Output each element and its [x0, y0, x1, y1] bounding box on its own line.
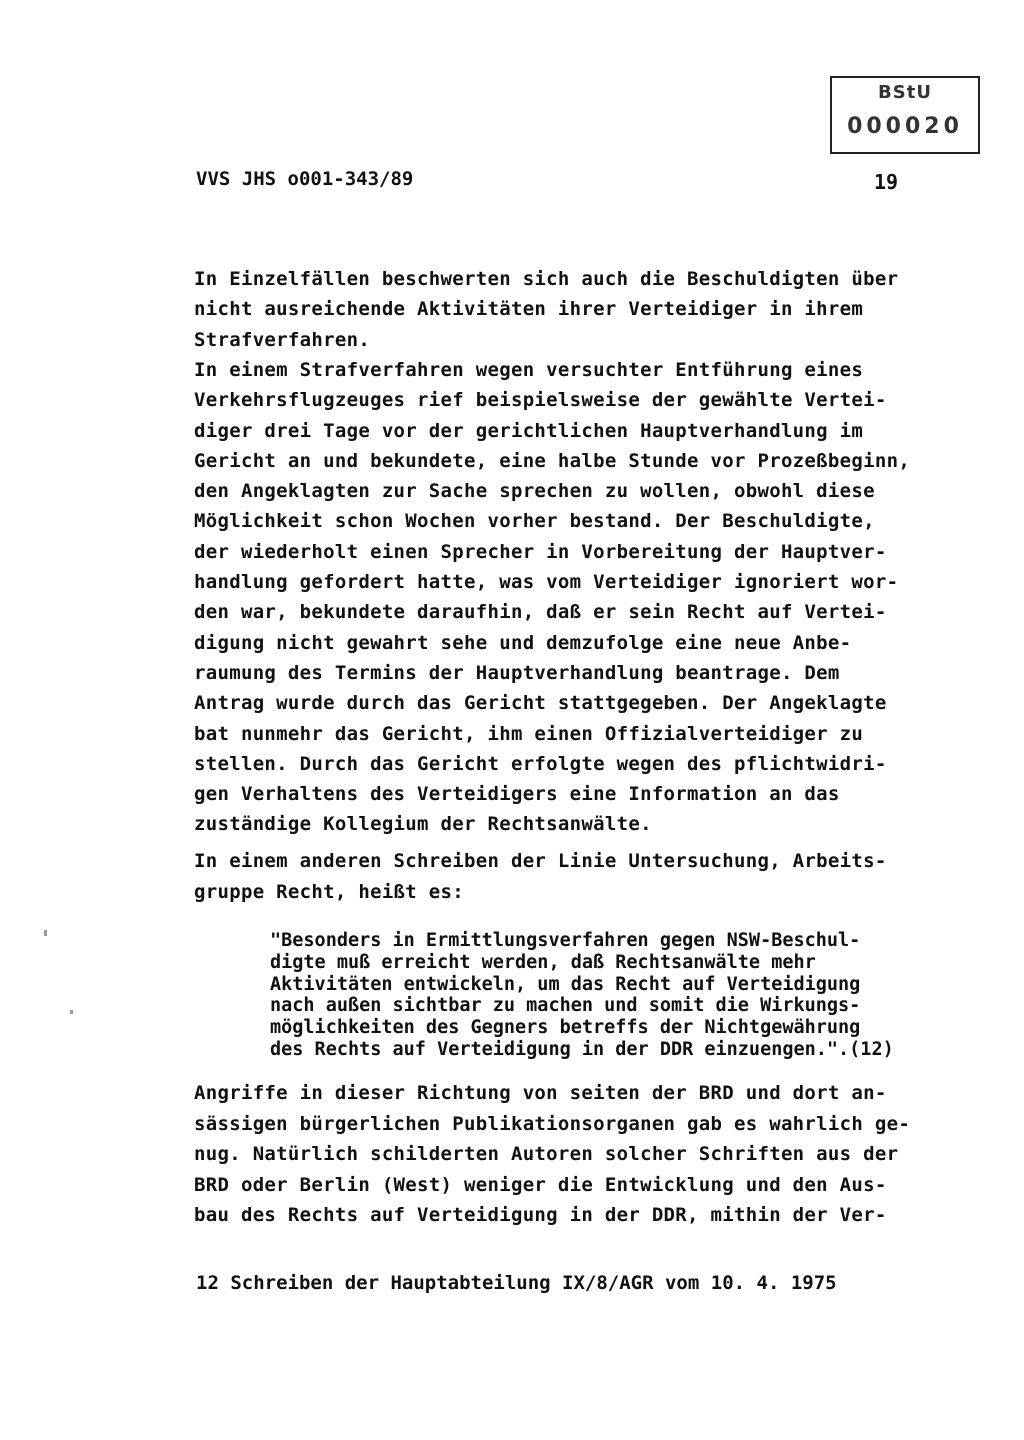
footnote: 12 Schreiben der Hauptabteilung IX/8/AGR vom 10. 4. 1975: [196, 1272, 837, 1294]
text-line: Verkehrsflugzeuges rief beispielsweise der gewählte Vertei-: [194, 389, 887, 412]
quote-line: nach außen sichtbar zu machen und somit die Wirkungs-: [270, 995, 861, 1017]
text-line: raumung des Termins der Hauptverhandlung beantrage. Dem: [194, 661, 840, 684]
stamp-number: 000020: [847, 114, 963, 139]
text-line: In einem Strafverfahren wegen versuchter Entführung eines: [194, 358, 864, 381]
page-number: 19: [874, 170, 899, 194]
quote-line: digte muß erreicht werden, daß Rechtsanwälte mehr: [270, 951, 816, 973]
text-line: den war, bekundete daraufhin, daß er sein Recht auf Vertei-: [194, 601, 887, 624]
scan-speck: [44, 930, 47, 936]
quote-line: des Rechts auf Verteidigung in der DDR einzuengen.".(12): [270, 1039, 894, 1060]
text-line: bat nunmehr das Gericht, ihm einen Offizialverteidiger zu: [194, 722, 864, 745]
scan-speck: [70, 1010, 73, 1014]
text-line: bau des Rechts auf Verteidigung in der DDR, mithin der Ver-: [194, 1204, 887, 1226]
text-line: Gericht an und bekundete, eine halbe Stunde vor Prozeßbeginn,: [194, 449, 911, 472]
text-line: zuständige Kollegium der Rechtsanwälte.: [194, 813, 652, 836]
text-line: nug. Natürlich schilderten Autoren solcher Schriften aus der: [194, 1143, 899, 1165]
text-line: nicht ausreichende Aktivitäten ihrer Verteidiger in ihrem: [194, 298, 864, 321]
text-line: Strafverfahren.: [194, 328, 371, 351]
text-line: gen Verhaltens des Verteidigers eine Information an das: [194, 783, 840, 806]
text-line: BRD oder Berlin (West) weniger die Entwicklung und den Aus-: [194, 1173, 887, 1196]
text-line: In einem anderen Schreiben der Linie Untersuchung, Arbeits-: [194, 850, 887, 872]
quote-line: Aktivitäten entwickeln, um das Recht auf Verteidigung: [270, 973, 861, 995]
document-reference: VVS JHS o001-343/89: [196, 168, 414, 190]
text-line: In Einzelfällen beschwerten sich auch die Beschuldigten über: [194, 268, 899, 290]
text-line: handlung gefordert hatte, was vom Verteidiger ignoriert wor-: [194, 571, 899, 593]
text-line: digung nicht gewahrt sehe und demzufolge eine neue Anbe-: [194, 631, 852, 654]
text-line: den Angeklagten zur Sache sprechen zu wollen, obwohl diese: [194, 480, 875, 503]
text-line: sässigen bürgerlichen Publikationsorganen gab es wahrlich ge-: [194, 1112, 911, 1135]
text-line: stellen. Durch das Gericht erfolgte wegen des pflichtwidri-: [194, 752, 887, 775]
quote-line: "Besonders in Ermittlungsverfahren gegen NSW-Beschul-: [270, 930, 861, 951]
stamp-agency: BStU: [878, 82, 932, 103]
text-line: Angriffe in dieser Richtung von seiten der BRD und dort an-: [194, 1082, 887, 1104]
text-line: der wiederholt einen Sprecher in Vorbereitung der Hauptver-: [194, 540, 887, 563]
text-line: diger drei Tage vor der gerichtlichen Hauptverhandlung im: [194, 419, 864, 442]
quote-line: möglichkeiten des Gegners betreffs der Nichtgewährung: [270, 1017, 861, 1039]
text-line: Möglichkeit schon Wochen vorher bestand. Der Beschuldigte,: [194, 510, 875, 533]
text-line: Antrag wurde durch das Gericht stattgegeben. Der Angeklagte: [194, 692, 887, 715]
text-line: gruppe Recht, heißt es:: [194, 880, 464, 903]
archive-stamp: [830, 76, 980, 154]
